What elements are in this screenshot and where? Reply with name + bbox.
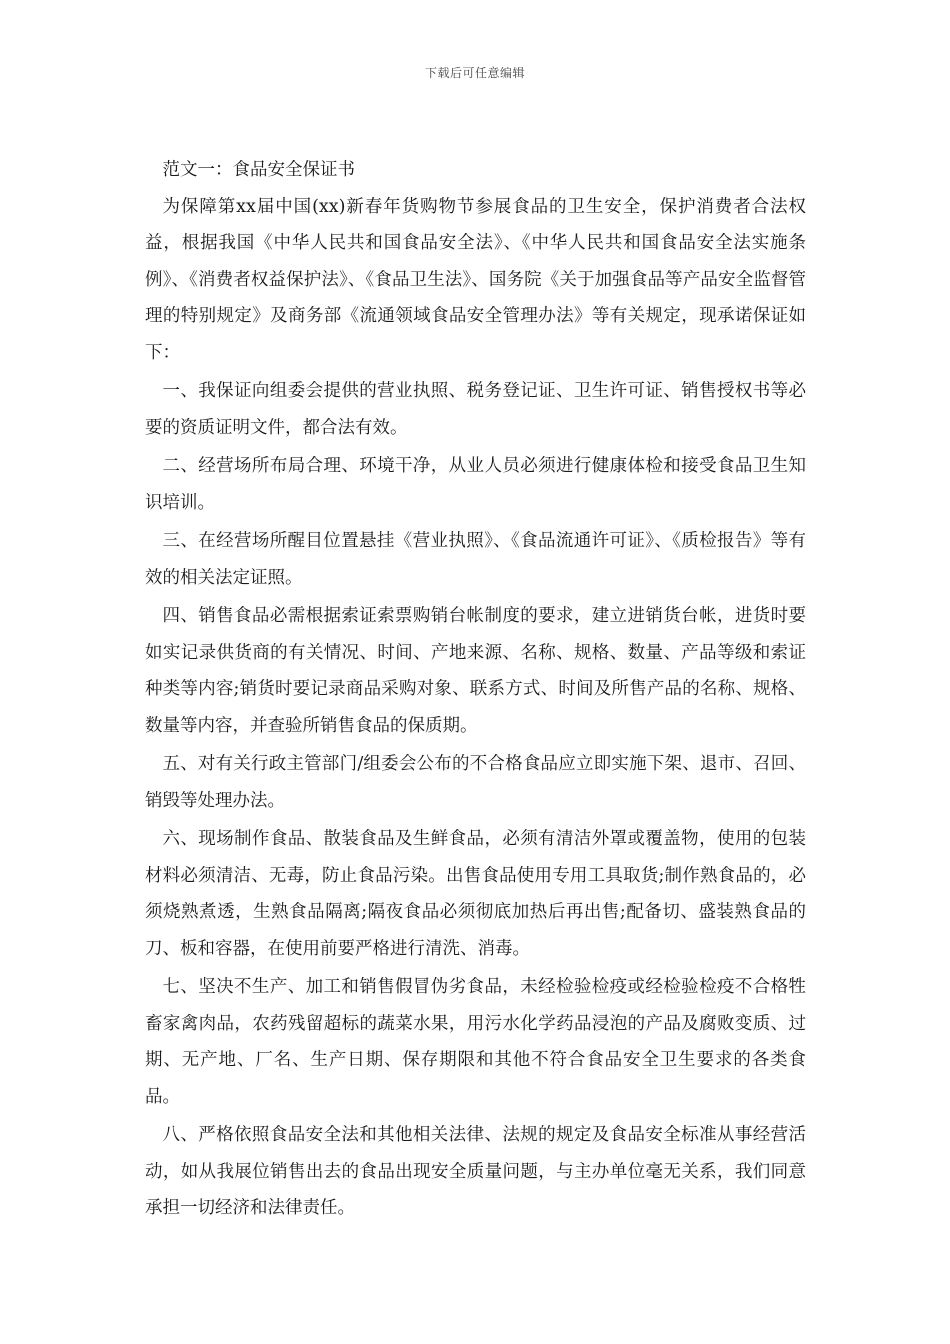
clause-2: 二、经营场所布局合理、环境干净，从业人员必须进行健康体检和接受食品卫生知识培训。 xyxy=(145,456,806,513)
clause-1: 一、我保证向组委会提供的营业执照、税务登记证、卫生许可证、销售授权书等必要的资质证明文件，都合法有效。 xyxy=(145,381,806,438)
page-header-note: 下载后可任意编辑 xyxy=(424,66,525,80)
document-body xyxy=(145,152,806,1229)
clause-6: 六、现场制作食品、散装食品及生鲜食品，必须有清洁外罩或覆盖物，使用的包装材料必须清洁、无毒，防止食品污染。出售食品使用专用工具取货;制作熟食品的，必须烧熟煮透，生熟食品隔离;隔夜食品必须彻底加热后再出售;配备切、盛装熟食品的刀、板和容器，在使用前要严格进行清洗、消毒。 xyxy=(145,829,806,959)
document-title: 范文一：食品安全保证书 xyxy=(162,160,355,180)
clause-8: 八、严格依照食品安全法和其他相关法律、法规的规定及食品安全标准从事经营活动，如从我展位销售出去的食品出现安全质量问题，与主办单位毫无关系，我们同意承担一切经济和法律责任。 xyxy=(145,1125,806,1218)
clause-5: 五、对有关行政主管部门/组委会公布的不合格食品应立即实施下架、退市、召回、销毁等处理办法。 xyxy=(145,754,806,811)
intro-paragraph: 为保障第xx届中国(xx)新春年货购物节参展食品的卫生安全，保护消费者合法权益，根据我国《中华人民共和国食品安全法》、《中华人民共和国食品安全法实施条例》、《消费者权益保护法》、《食品卫生法》、国务院《关于加强食品等产品安全监督管理的特别规定》及商务部《流通领域食品安全管理办法》等有关规定，现承诺保证如下： xyxy=(145,196,806,363)
clause-4: 四、销售食品必需根据索证索票购销台帐制度的要求，建立进销货台帐，进货时要如实记录供货商的有关情况、时间、产地来源、名称、规格、数量、产品等级和索证种类等内容;销货时要记录商品采购对象、联系方式、时间及所售产品的名称、规格、数量等内容，并查验所销售食品的保质期。 xyxy=(145,606,806,736)
clause-3: 三、在经营场所醒目位置悬挂《营业执照》、《食品流通许可证》、《质检报告》等有效的相关法定证照。 xyxy=(145,531,806,588)
clause-7: 七、坚决不生产、加工和销售假冒伪劣食品，未经检验检疫或经检验检疫不合格牲畜家禽肉品，农药残留超标的蔬菜水果，用污水化学药品浸泡的产品及腐败变质、过期、无产地、厂名、生产日期、保存期限和其他不符合食品安全卫生要求的各类食品。 xyxy=(145,977,806,1107)
